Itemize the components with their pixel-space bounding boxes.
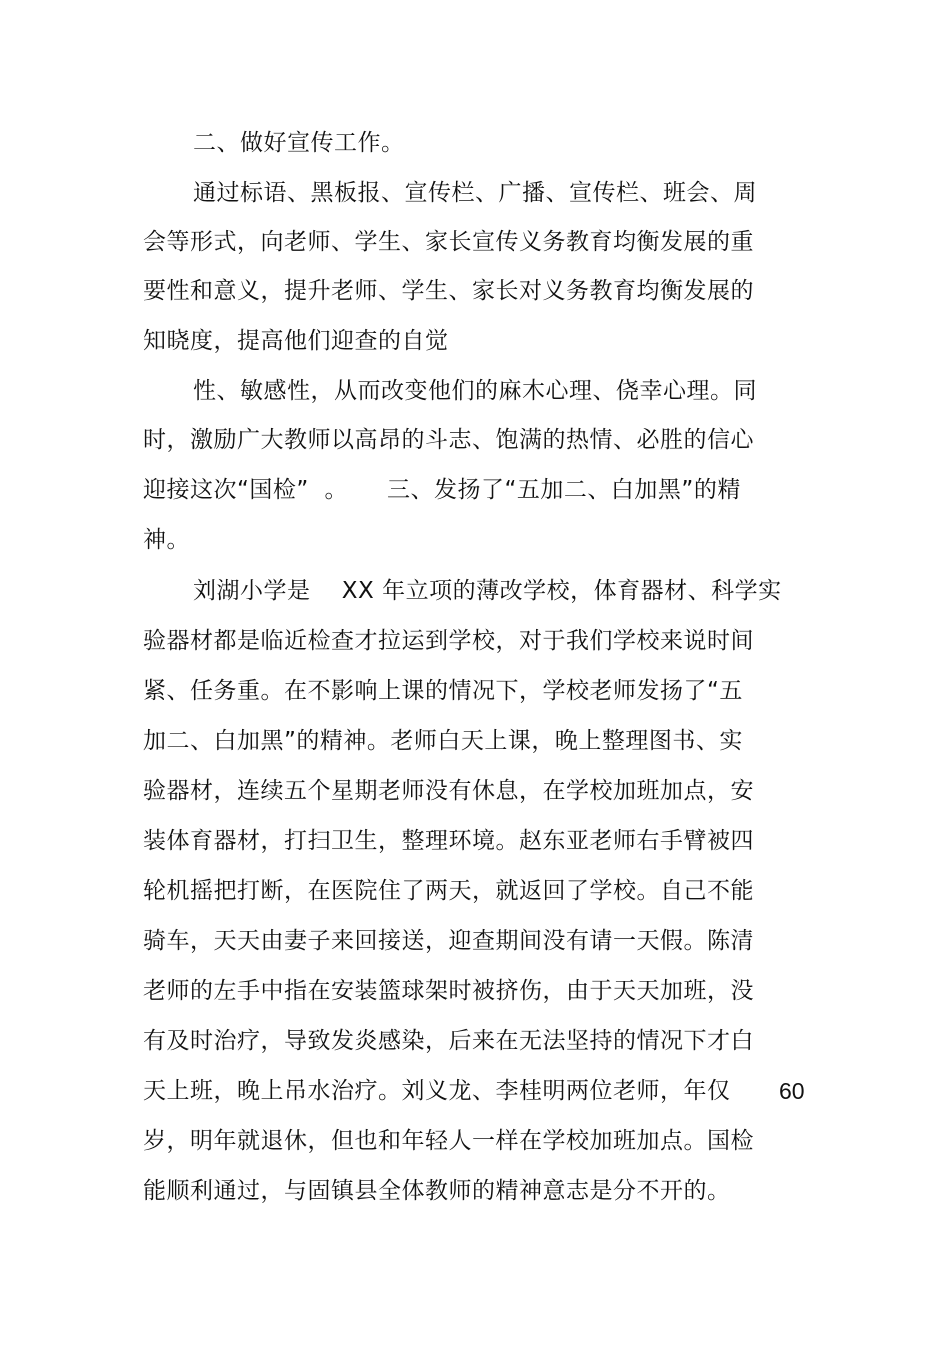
paragraph-line: 轮机摇把打断，在医院住了两天，就返回了学校。自己不能 [143, 878, 754, 904]
paragraph-line: 加二、白加黑”的精神。老师白天上课，晚上整理图书、实 [143, 728, 743, 754]
paragraph-line: 要性和意义，提升老师、学生、家长对义务教育均衡发展的 [143, 278, 754, 304]
paragraph-line: 老师的左手中指在安装篮球架时被挤伤，由于天天加班，没 [143, 978, 754, 1004]
paragraph-line: 岁，明年就退休，但也和年轻人一样在学校加班加点。国检 [143, 1128, 754, 1154]
paragraph-line: 天上班，晚上吊水治疗。刘义龙、李桂明两位老师，年仅 [143, 1078, 731, 1104]
paragraph-line: 紧、任务重。在不影响上课的情况下，学校老师发扬了“五 [143, 678, 743, 704]
paragraph-line: 会等形式，向老师、学生、家长宣传义务教育均衡发展的重 [143, 229, 754, 255]
paragraph-line: 时，激励广大教师以高昂的斗志、饱满的热情、必胜的信心 [143, 427, 754, 453]
paragraph-line: 装体育器材，打扫卫生，整理环境。赵东亚老师右手臂被四 [143, 828, 754, 854]
paragraph-line: 刘湖小学是 XX 年立项的薄改学校，体育器材、科学实 [193, 578, 782, 604]
paragraph-line: 验器材，连续五个星期老师没有休息，在学校加班加点，安 [143, 778, 754, 804]
section-heading: 二、做好宣传工作。 [193, 130, 405, 156]
paragraph-line: 知晓度，提高他们迎查的自觉 [143, 328, 449, 354]
page-number: 60 [779, 1078, 805, 1104]
paragraph-line: 有及时治疗，导致发炎感染，后来在无法坚持的情况下才白 [143, 1028, 754, 1054]
paragraph-line: 验器材都是临近检查才拉运到学校，对于我们学校来说时间 [143, 628, 754, 654]
paragraph-line: 性、敏感性，从而改变他们的麻木心理、侥幸心理。同 [193, 378, 757, 404]
paragraph-line: 骑车，天天由妻子来回接送，迎查期间没有请一天假。陈清 [143, 928, 754, 954]
paragraph-line: 通过标语、黑板报、宣传栏、广播、宣传栏、班会、周 [193, 180, 757, 206]
paragraph-line: 神。 [143, 527, 190, 553]
paragraph-line: 能顺利通过，与固镇县全体教师的精神意志是分不开的。 [143, 1178, 731, 1204]
paragraph-line: 迎接这次“国检” 。 三、发扬了“五加二、白加黑”的精 [143, 477, 741, 503]
